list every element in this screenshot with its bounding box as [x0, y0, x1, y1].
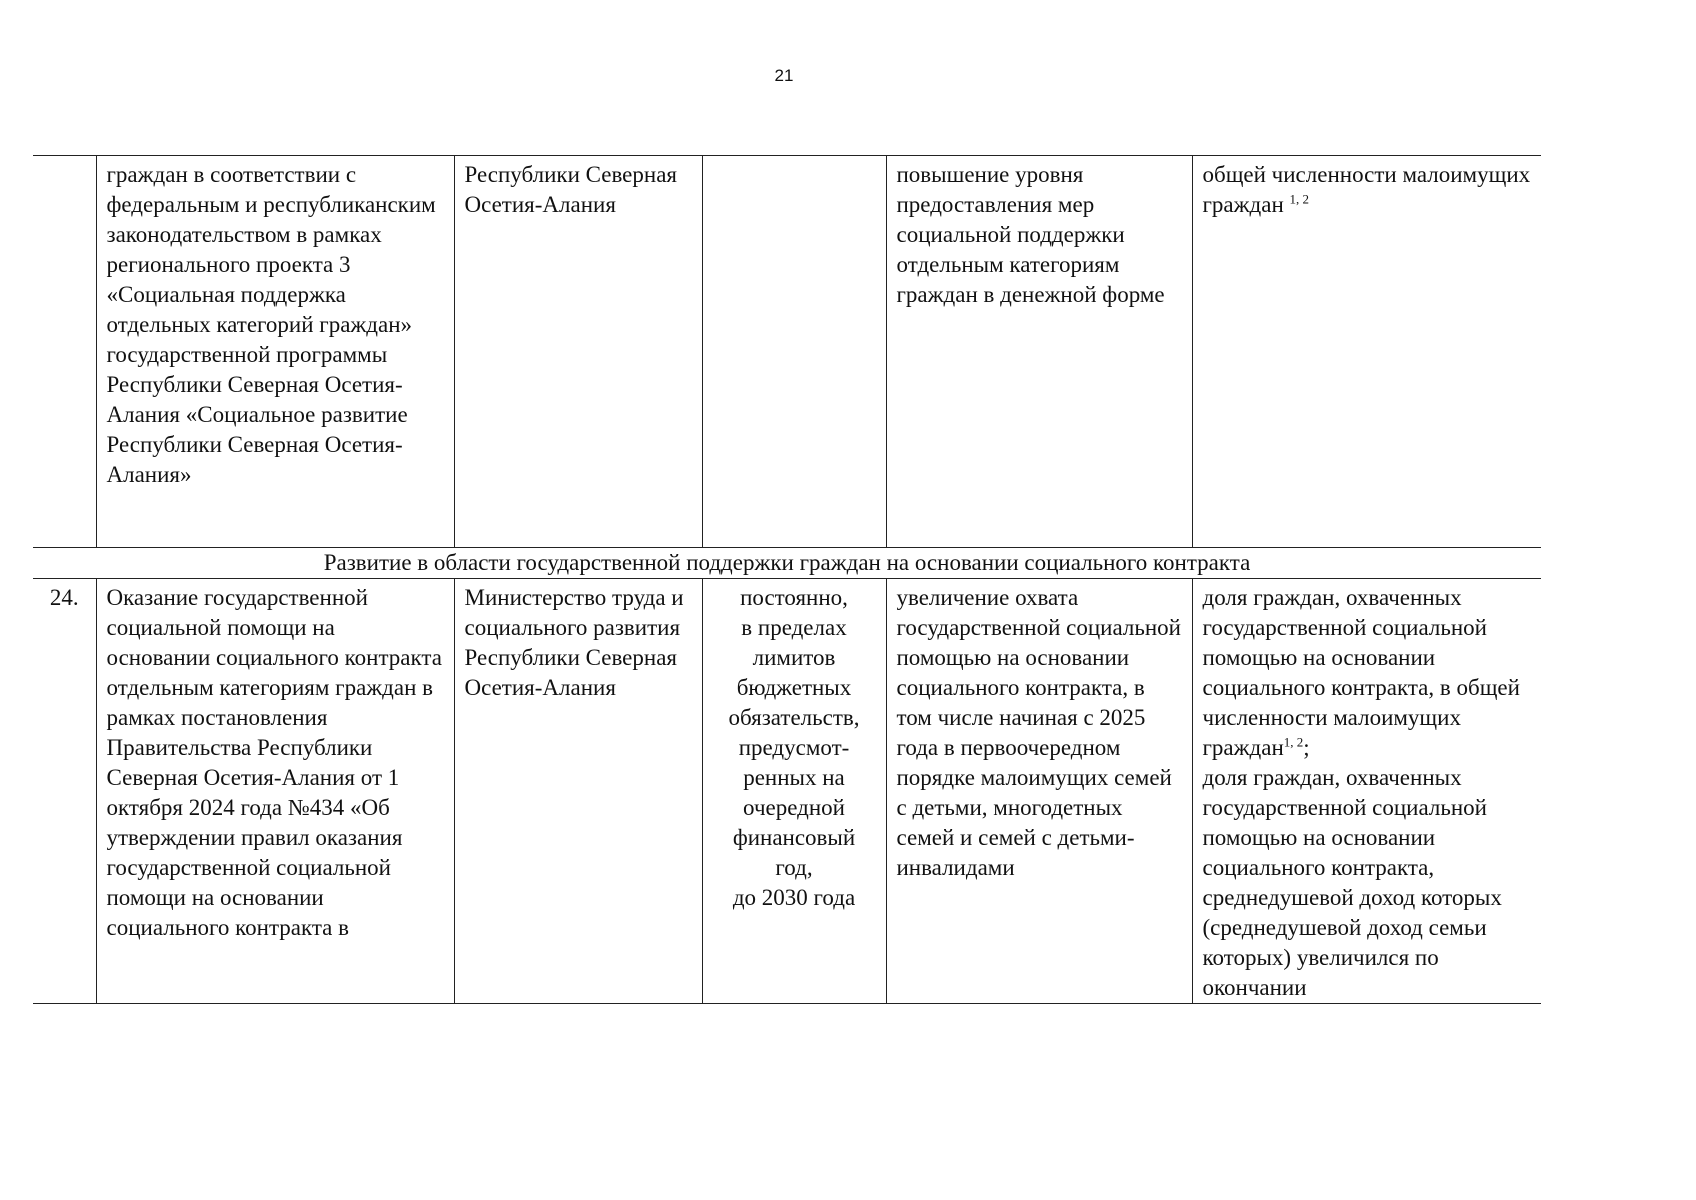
table-row-continued — [33, 156, 1541, 548]
term-cell — [702, 156, 886, 548]
event-cell: Оказание государственной социальной помощи на основании социального контракта отдельным категориям граждан в рамках постановления Правительства Республики Северная Осетия-Алания от 1 октября 2024 года №434 «Об утверждении правил оказания государственной социальной помощи на основании социального контракта в — [96, 579, 454, 1004]
indicator-text-1: доля граждан, охваченных государственной социальной помощью на основании социального контракта, в общей численности малоимущих граждан — [1202, 585, 1520, 760]
page-number: 21 — [774, 66, 794, 85]
indicator-text: общей численности малоимущих граждан — [1202, 162, 1531, 217]
indicator-cell — [1192, 579, 1541, 1004]
measures-table — [33, 155, 1541, 1004]
indicator-separator: ; — [1303, 735, 1310, 760]
section-title: Развитие в области государственной поддержки граждан на основании социального контракта — [33, 548, 1541, 579]
table-row-24 — [33, 579, 1541, 1004]
term-cell: постоянно, в пределах лимитов бюджетных обязательств, предусмот- ренных на очередной финансовый год, до 2030 года — [702, 579, 886, 1004]
footnote-ref: 1, 2 — [1283, 734, 1304, 750]
section-header-row — [33, 548, 1541, 579]
event-cell: граждан в соответствии с федеральным и республиканским законодательством в рамках регионального проекта 3 «Социальная поддержка отдельных категорий граждан» государственной программы Республики Северная Осетия-Алания «Социальное развитие Республики Северная Осетия-Алания» — [96, 156, 454, 548]
indicator-text-2: доля граждан, охваченных государственной социальной помощью на основании социального контракта, среднедушевой доход которых (среднедушевой доход семьи которых) увеличился по окончании — [1202, 765, 1502, 1000]
row-number-cell: 24. — [33, 579, 96, 1004]
row-number-cell — [33, 156, 96, 548]
footnote-ref: 1, 2 — [1289, 191, 1310, 207]
result-cell: повышение уровня предоставления мер социальной поддержки отдельным категориям граждан в денежной форме — [886, 156, 1192, 548]
executor-cell: Министерство труда и социального развития Республики Северная Осетия-Алания — [454, 579, 702, 1004]
result-cell: увеличение охвата государственной социальной помощью на основании социального контракта, в том числе начиная с 2025 года в первоочередном порядке малоимущих семей с детьми, многодетных семей и семей с детьми-инвалидами — [886, 579, 1192, 1004]
indicator-cell — [1192, 156, 1541, 548]
executor-cell: Республики Северная Осетия-Алания — [454, 156, 702, 548]
